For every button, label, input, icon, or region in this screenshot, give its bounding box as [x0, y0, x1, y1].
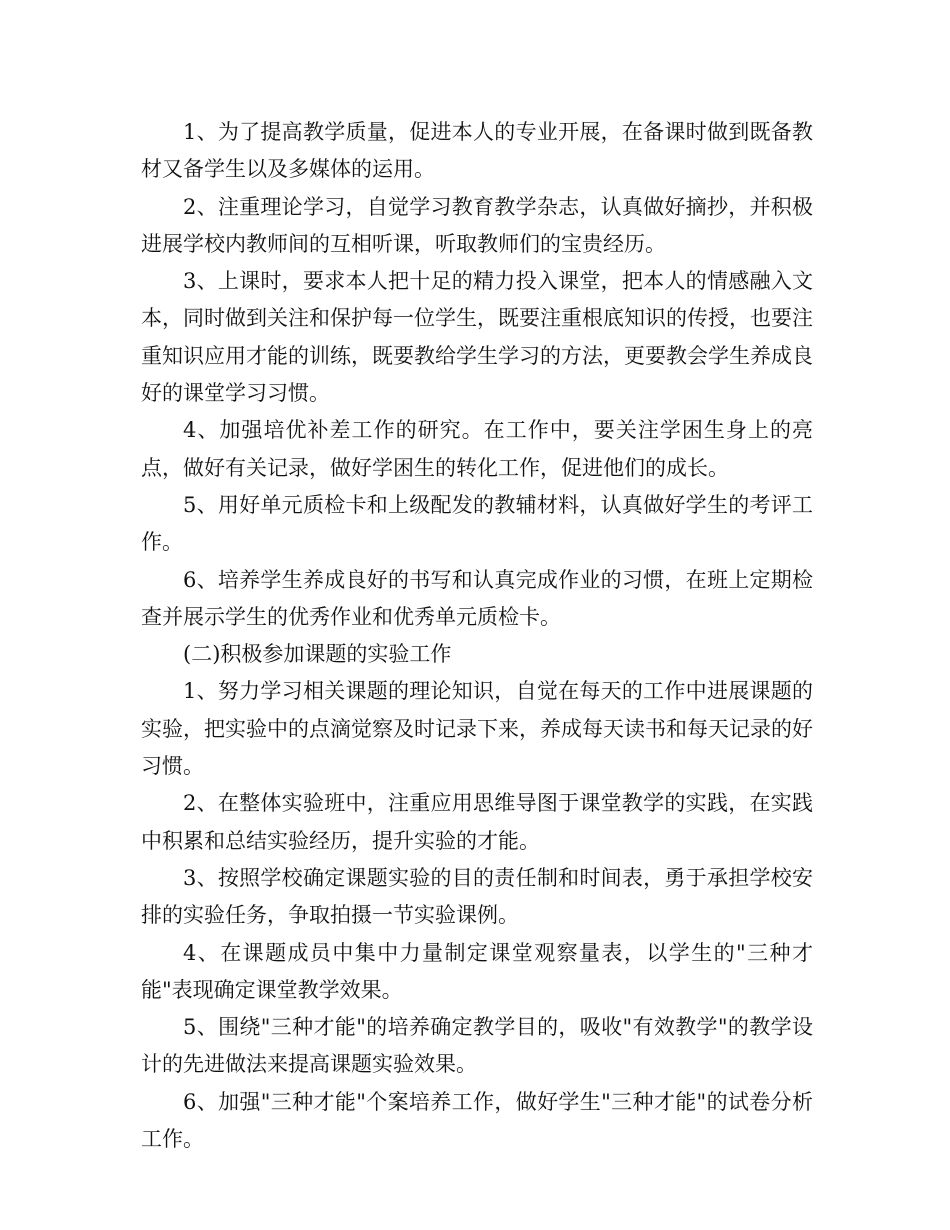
paragraph-8: 2、在整体实验班中，注重应用思维导图于课堂教学的实践，在实践中积累和总结实验经历，提升实验的才能。: [141, 791, 813, 853]
paragraph-3: 3、上课时，要求本人把十足的精力投入课堂，把本人的情感融入文本，同时做到关注和保护每一位学生，既要注重根底知识的传授，也要注重知识应用才能的训练，既要教给学生学习的方法，更要教会学生养成良好的课堂学习习惯。: [141, 269, 813, 406]
paragraph-5: 5、用好单元质检卡和上级配发的教辅材料，认真做好学生的考评工作。: [141, 492, 813, 555]
paragraph-12: 6、加强"三种才能"个案培养工作，做好学生"三种才能"的试卷分析工作。: [141, 1089, 813, 1152]
paragraph-4: 4、加强培优补差工作的研究。在工作中，要关注学困生身上的亮点，做好有关记录，做好学困生的转化工作，促进他们的成长。: [141, 418, 813, 480]
paragraph-6: 6、培养学生养成良好的书写和认真完成作业的习惯，在班上定期检查并展示学生的优秀作业和优秀单元质检卡。: [141, 567, 813, 629]
paragraph-10: 4、在课题成员中集中力量制定课堂观察量表，以学生的"三种才能"表现确定课堂教学效果。: [141, 940, 813, 1002]
document-body: [141, 114, 813, 1158]
paragraph-7: 1、努力学习相关课题的理论知识，自觉在每天的工作中进展课题的实验，把实验中的点滴觉察及时记录下来，养成每天读书和每天记录的好习惯。: [141, 679, 813, 779]
paragraph-2: 2、注重理论学习，自觉学习教育教学杂志，认真做好摘抄，并积极进展学校内教师间的互相听课，听取教师们的宝贵经历。: [141, 194, 813, 256]
paragraph-1: 1、为了提高教学质量，促进本人的专业开展，在备课时做到既备教材又备学生以及多媒体的运用。: [141, 120, 813, 182]
paragraph-9: 3、按照学校确定课题实验的目的责任制和时间表，勇于承担学校安排的实验任务，争取拍摄一节实验课例。: [141, 865, 813, 928]
paragraph-11: 5、围绕"三种才能"的培养确定教学目的，吸收"有效教学"的教学设计的先进做法来提高课题实验效果。: [141, 1015, 813, 1077]
section-heading: (二)积极参加课题的实验工作: [183, 642, 452, 667]
